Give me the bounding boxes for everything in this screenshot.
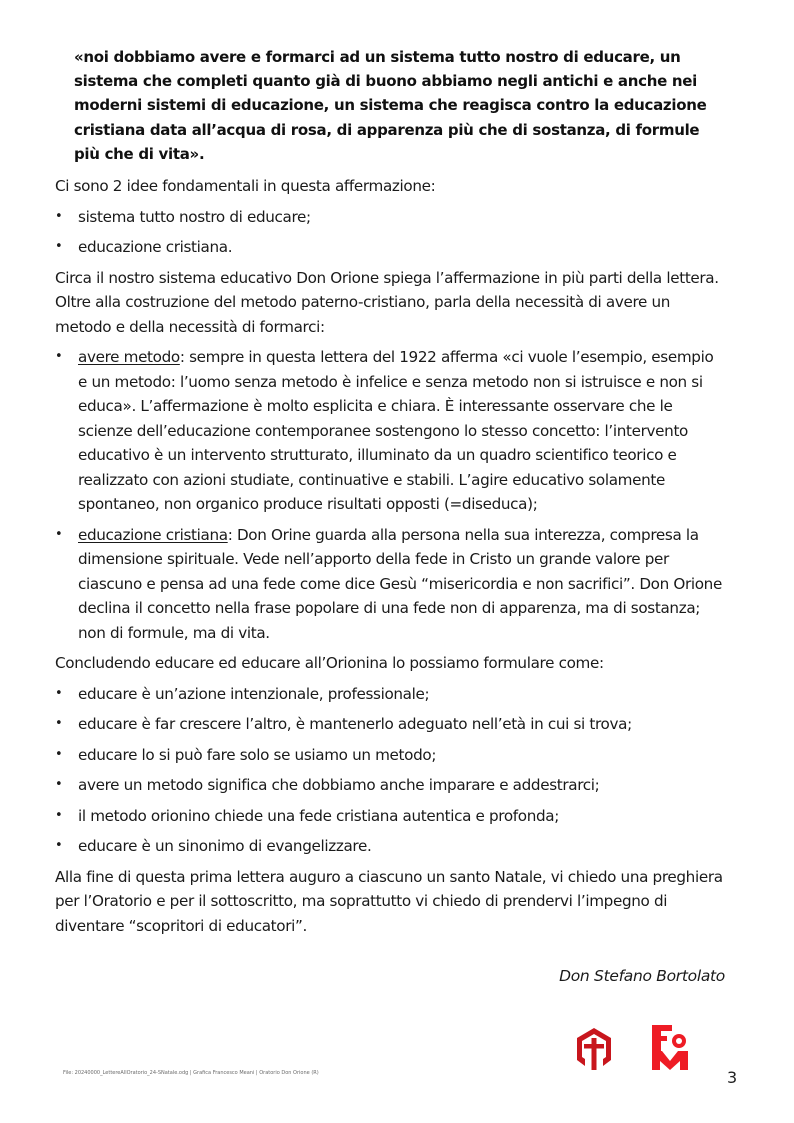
list-item: • sistema tutto nostro di educare; xyxy=(55,205,725,230)
intro-paragraph: Ci sono 2 idee fondamentali in questa affermazione: xyxy=(55,177,436,195)
footer-note: File: 20240000_LettereAllOratorio_24-SNatale.odg | Grafica Francesco Meani | Oratorio Don Orione (R) xyxy=(63,1070,319,1076)
hexagon-cross-logo-icon xyxy=(574,1026,614,1072)
term-avere-metodo: avere metodo xyxy=(78,348,180,366)
list-item: • educare è un’azione intenzionale, professionale; xyxy=(55,682,725,707)
signature: Don Stefano Bortolato xyxy=(559,967,725,985)
method-paragraph: Circa il nostro sistema educativo Don Orione spiega l’affermazione in più parti della lettera. Oltre alla costruzione del metodo paterno-cristiano, parla della necessità di avere un metodo e della necessità di formarci: xyxy=(55,268,719,336)
term-educazione-cristiana: educazione cristiana xyxy=(78,525,228,544)
list-item: • educazione cristiana. xyxy=(55,235,725,260)
list-item xyxy=(55,345,725,517)
conclusion-intro: Concludendo educare ed educare all’Orionina lo possiamo formulare come: xyxy=(55,654,604,672)
closing-paragraph: Alla fine di questa prima lettera auguro a ciascuno un santo Natale, vi chiedo una preghiera per l’Oratorio e per il sottoscritto, ma soprattutto vi chiedo di prendervi l’impegno di diventare “scopritori di educatori”. xyxy=(55,867,723,935)
list-item xyxy=(55,523,725,646)
bold-quote: «noi dobbiamo avere e formarci ad un sistema tutto nostro di educare, un sistema che completi quanto già di buono abbiamo negli antichi e anche nei moderni sistemi di educazione, un sistema che reagisca contro la educazione cristiana data all’acqua di rosa, di apparenza più che di sostanza, di formule più che di vita». xyxy=(74,48,707,163)
conclusions-list xyxy=(55,682,725,859)
list-item: • educare è un sinonimo di evangelizzare. xyxy=(55,834,725,859)
details-list xyxy=(55,345,725,645)
list-item: • avere un metodo significa che dobbiamo anche imparare e addestrarci; xyxy=(55,773,725,798)
list-item: • educare è far crescere l’altro, è mantenerlo adeguato nell’età in cui si trova; xyxy=(55,712,725,737)
page-number: 3 xyxy=(727,1068,738,1087)
list-item: • educare lo si può fare solo se usiamo un metodo; xyxy=(55,743,725,768)
body-text xyxy=(55,174,725,944)
detail-text: : Don Orine guarda alla persona nella sua interezza, compresa la dimensione spirituale. Vede nell’apporto della fede in Cristo un grande valore per ciascuno e pensa ad una fede come dice Gesù “misericordia e non sacrifici”. Don Orione declina il concetto nella frase popolare di una fede non di apparenza, ma di sostanza; non di formule, ma di vita. xyxy=(78,525,722,642)
list-item: • il metodo orionino chiede una fede cristiana autentica e profonda; xyxy=(55,804,725,829)
ideas-list xyxy=(55,205,725,260)
fom-logo-icon xyxy=(652,1025,688,1070)
detail-text: : sempre in questa lettera del 1922 afferma «ci vuole l’esempio, esempio e un metodo: l’uomo senza metodo è infelice e senza metodo non si istruisce e non si educa». L’affermazione è molto esplicita e chiara. È interessante osservare che le scienze dell’educazione contemporanee sostengono lo stesso concetto: l’intervento educativo è un intervento strutturato, illuminato da un quadro scientifico teorico e realizzato con azioni studiate, continuative e stabili. L’agire educativo solamente spontaneo, non organico produce risultati opposti (=diseduca); xyxy=(78,348,714,513)
